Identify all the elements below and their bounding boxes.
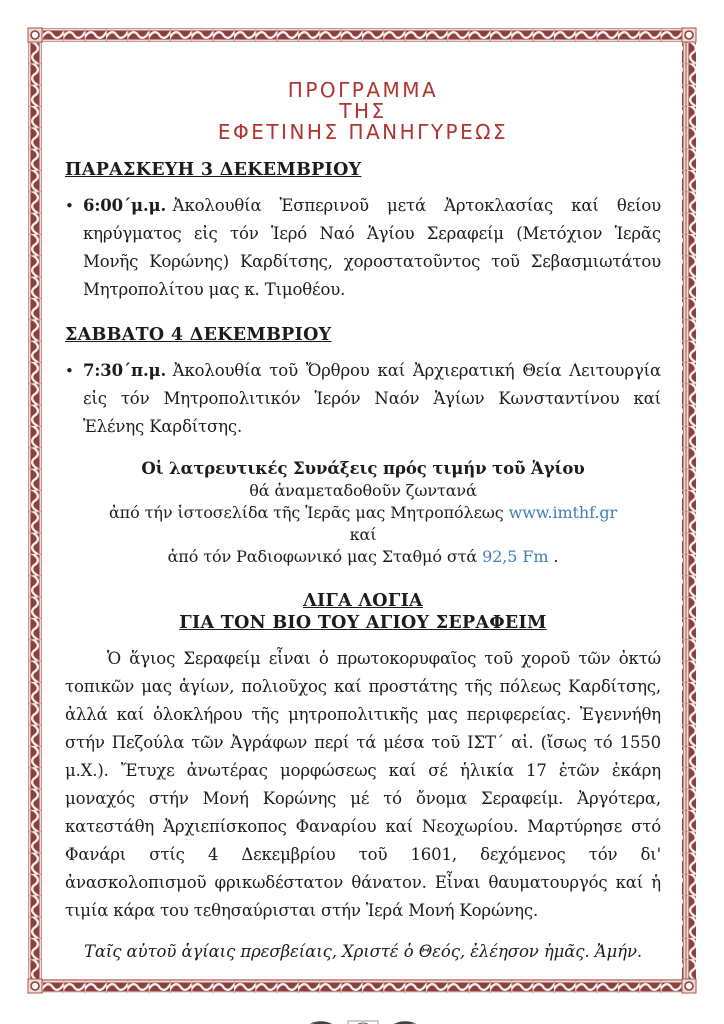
section-heading-saturday: ΣΑΒΒΑΤΟ 4 ΔΕΚΕΜΒΡΙΟΥ [65, 325, 332, 345]
broadcast-line5 [65, 546, 661, 568]
page-title-line2: ΤΗΣ [339, 99, 387, 123]
page-title [65, 80, 661, 143]
page-title-line1: ΠΡΟΓΡΑΜΜΑ [287, 78, 439, 102]
bio-heading [65, 590, 661, 634]
bio-heading-line2: ΓΙΑ ΤΟΝ ΒΙΟ ΤΟΥ ΑΓΙΟΥ ΣΕΡΑΦΕΙΜ [179, 613, 547, 633]
broadcast-notice [65, 458, 661, 568]
broadcast-line3 [65, 502, 661, 524]
bullet-icon: • [65, 197, 74, 215]
event-item-friday [65, 192, 661, 304]
page-title-line3: ΕΦΕΤΙΝΗΣ ΠΑΝΗΓΥΡΕΩΣ [217, 120, 509, 144]
ornament-container [65, 1011, 661, 1024]
bio-heading-line1: ΛΙΓΑ ΛΟΓΙΑ [303, 591, 423, 611]
broadcast-line5-suffix: . [548, 547, 559, 566]
closing-prayer: Ταῖς αὐτοῦ ἁγίαις πρεσβείαις, Χριστέ ὁ Θεός, ἐλέησον ἡμᾶς. Ἀμήν. [83, 942, 643, 961]
event-text [83, 192, 661, 304]
document-content [65, 80, 661, 1024]
event-time: 6:00΄μ.μ. [83, 196, 167, 215]
bio-paragraph: Ὁ ἅγιος Σεραφείμ εἶναι ὁ πρωτοκορυφαῖος τοῦ χοροῦ τῶν ὀκτώ τοπικῶν μας ἁγίων, πολιοῦχος καί προστάτης τῆς πόλεως Καρδίτσης, ἀλλά καί ὁλοκλήρου τῆς μητροπολιτικῆς μας περιφερείας. Ἐγεννήθη στήν Πεζούλα τῶν Ἀγράφων περί τά μέσα τοῦ ΙΣΤ΄ αἰ. (ἴσως τό 1550 μ.Χ.). Ἔτυχε ἀνωτέρας μορφώσεως καί σέ ἡλικία 17 ἐτῶν ἐκάρη μοναχός στήν Μονή Κορώνης μέ τό ὄνομα Σεραφείμ. Ἀργότερα, κατεστάθη Ἀρχιεπίσκοπος Φαναρίου καί Νεοχωρίου. Μαρτύρησε στό Φανάρι στίς 4 Δεκεμβρίου τοῦ 1601, δεχόμενος τόν δι' ἀνασκολοπισμοῦ φρικωδέστατον θάνατον. Εἶναι θαυματουργός καί ἡ τιμία κάρα του τεθησαύρισται στήν Ἱερά Μονή Κορώνης. [65, 649, 661, 920]
ornament-flourish-icon [277, 1011, 449, 1024]
broadcast-line5-text: ἀπό τόν Ραδιοφωνικό μας Σταθμό στά [167, 547, 483, 566]
broadcast-lead: Οἱ λατρευτικές Συνάξεις πρός τιμήν τοῦ Ἁγίου [141, 459, 585, 478]
event-description: Ἀκολουθία Ἑσπερινοῦ μετά Ἀρτοκλασίας καί θείου κηρύγματος εἰς τόν Ἱερό Ναό Ἁγίου Σεραφείμ (Μετόχιον Ἱερᾶς Μονῆς Κορώνης) Καρδίτσης, χοροστατοῦντος τοῦ Σεβασμιωτάτου Μητροπολίτου μας κ. Τιμοθέου. [83, 196, 661, 299]
broadcast-line4: καί [349, 525, 377, 544]
event-text [83, 357, 661, 441]
website-link[interactable]: www.imthf.gr [508, 503, 618, 522]
event-time: 7:30΄π.μ. [83, 361, 167, 380]
broadcast-line3-text: ἀπό τήν ἱστοσελίδα τῆς Ἱερᾶς μας Μητροπόλεως [108, 503, 509, 522]
broadcast-line2: θά ἀναμεταδοθοῦν ζωντανά [249, 481, 477, 500]
section-heading-friday: ΠΑΡΑΣΚΕΥΗ 3 ΔΕΚΕΜΒΡΙΟΥ [65, 160, 362, 180]
event-item-saturday [65, 357, 661, 441]
event-description: Ἀκολουθία τοῦ Ὄρθρου καί Ἀρχιερατική Θεία Λειτουργία εἰς τόν Μητροπολιτικόν Ἱερόν Ναόν Ἁγίων Κωνσταντίνου καί Ἑλένης Καρδίτσης. [83, 361, 661, 436]
bullet-icon: • [65, 362, 74, 380]
radio-frequency-link[interactable]: 92,5 Fm [482, 547, 549, 566]
